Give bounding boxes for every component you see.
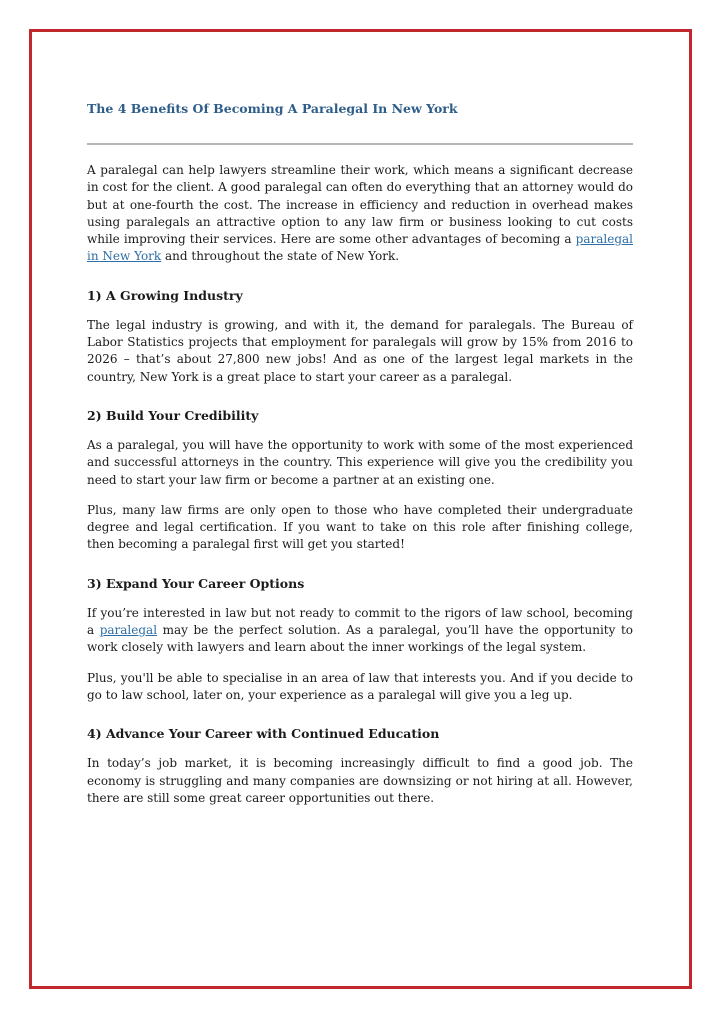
intro-text-after: and throughout the state of New York. xyxy=(161,249,400,264)
section-paragraph: The legal industry is growing, and with it, the demand for paralegals. The Bureau of Labor Statistics projects that employment for paralegals will grow by 15% from 2016 to 2026 – that’s about 27,800 new jobs! And as one of the largest legal markets in the country, New York is a great place to start your career as a paralegal. xyxy=(87,317,633,384)
intro-paragraph xyxy=(87,162,633,266)
section-paragraph xyxy=(87,605,633,657)
section-heading-career-options: 3) Expand Your Career Options xyxy=(87,575,305,591)
section-paragraph: In today’s job market, it is becoming increasingly difficult to find a good job. The economy is struggling and many companies are downsizing or not hiring at all. However, there are still some great career opportunities out there. xyxy=(87,756,633,805)
paragraph-text-after: may be the perfect solution. As a paralegal, you’ll have the opportunity to work closely with lawyers and learn about the inner workings of the legal system. xyxy=(87,623,633,655)
paralegal-link[interactable]: paralegal xyxy=(99,623,158,638)
section-paragraph: Plus, you'll be able to specialise in an area of law that interests you. And if you decide to go to law school, later on, your experience as a paralegal will give you a leg up. xyxy=(87,670,633,702)
section-heading-credibility: 2) Build Your Credibility xyxy=(87,407,259,423)
section-heading-continued-education: 4) Advance Your Career with Continued Education xyxy=(87,726,440,742)
document-title: The 4 Benefits Of Becoming A Paralegal In New York xyxy=(87,101,458,116)
section-paragraph: Plus, many law firms are only open to those who have completed their undergraduate degree and legal certification. If you want to take on this role after finishing college, then becoming a paralegal first will get you started! xyxy=(87,502,633,552)
section-paragraph: As a paralegal, you will have the opportunity to work with some of the most experienced and successful attorneys in the country. This experience will give you the credibility you need to start your law firm or become a partner at an existing one. xyxy=(87,437,633,487)
title-divider xyxy=(87,143,633,145)
paralegal-new-york-link[interactable]: paralegal in New York xyxy=(87,232,633,264)
section-heading-growing-industry: 1) A Growing Industry xyxy=(87,287,243,303)
intro-text-before: A paralegal can help lawyers streamline their work, which means a significant decrease in cost for the client. A good paralegal can often do everything that an attorney would do but at one-fourth the cost. The increase in efficiency and reduction in overhead makes using paralegals an attractive option to any law firm or business looking to cut costs while improving their services. Here are some other advantages of becoming a xyxy=(87,163,633,247)
document-body xyxy=(87,100,633,820)
paragraph-text-before: If you’re interested in law but not ready to commit to the rigors of law school, becoming a xyxy=(87,605,633,638)
